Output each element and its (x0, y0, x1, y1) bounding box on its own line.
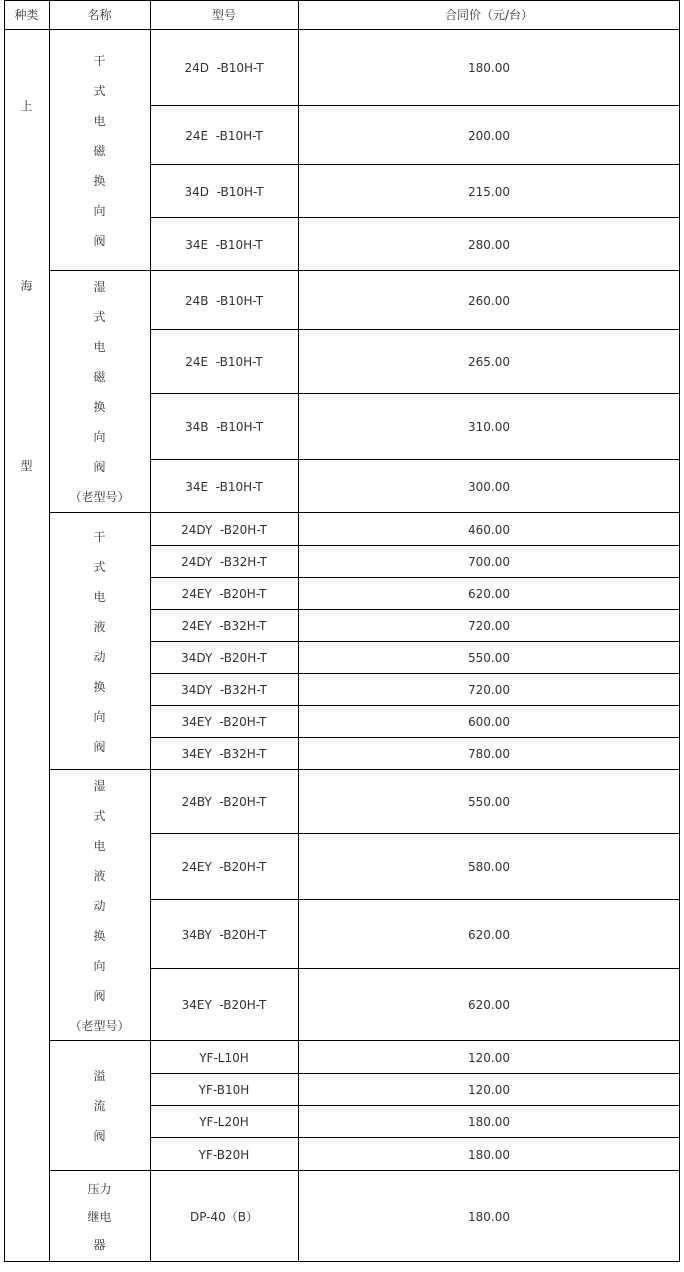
valve-name-char: 干 (93, 53, 106, 68)
price-cell: 180.00 (468, 1147, 510, 1162)
column-divider (49, 0, 50, 1262)
price-cell: 550.00 (468, 651, 510, 665)
valve-name-cell (49, 513, 150, 770)
valve-name-char: 流 (93, 1099, 106, 1113)
row-divider (150, 769, 680, 770)
table-top-border (4, 0, 680, 1)
column-divider (679, 0, 680, 1262)
model-cell: 24EY -B20H-T (181, 587, 267, 601)
valve-name-char: 电 (93, 589, 106, 604)
price-cell: 180.00 (468, 1209, 510, 1224)
header-model: 型号 (211, 8, 236, 22)
valve-name-char: 动 (93, 649, 106, 664)
valve-name-char: 干 (93, 529, 106, 544)
row-divider (150, 270, 680, 271)
column-divider (150, 0, 151, 1262)
valve-name-char: 阀 (93, 739, 106, 754)
model-cell: 34EY -B20H-T (181, 998, 267, 1012)
model-cell: YF-B10H (198, 1083, 250, 1097)
price-cell: 265.00 (468, 355, 510, 369)
valve-name-char: 磁 (93, 143, 106, 158)
valve-name-char: 湿 (93, 280, 106, 294)
price-cell: 300.00 (468, 479, 510, 494)
valve-name-char: 式 (93, 310, 106, 324)
valve-name-char: 向 (93, 430, 106, 444)
category-char: 上 (20, 99, 33, 113)
column-divider (298, 0, 299, 1262)
header-price: 合同价（元/台） (444, 8, 534, 22)
price-cell: 620.00 (468, 927, 510, 942)
valve-name-cell (49, 770, 150, 1041)
valve-name-cell (49, 1171, 150, 1262)
row-divider (150, 393, 680, 394)
price-cell: 120.00 (468, 1050, 510, 1065)
valve-name-char: 液 (93, 868, 106, 883)
header-bottom-border (4, 29, 680, 30)
model-cell: 24EY -B20H-T (181, 860, 267, 874)
model-cell: 24E -B10H-T (185, 355, 263, 369)
valve-name-char: 湿 (93, 778, 106, 793)
row-divider (150, 1170, 680, 1171)
row-divider (150, 737, 680, 738)
model-cell: YF-B20H (198, 1147, 250, 1162)
model-cell: 24D -B10H-T (184, 61, 264, 75)
valve-name-char: 向 (93, 709, 106, 724)
model-cell: 24DY -B20H-T (181, 522, 267, 537)
model-cell: 24BY -B20H-T (181, 795, 267, 809)
model-cell: 34E -B10H-T (185, 237, 263, 252)
valve-name-char: 电 (93, 113, 106, 128)
model-cell: 34D -B10H-T (184, 184, 264, 199)
model-cell: DP-40（B） (189, 1209, 259, 1224)
price-cell: 550.00 (468, 795, 510, 809)
row-divider (150, 1105, 680, 1106)
undefined (69, 272, 129, 512)
row-divider (150, 577, 680, 578)
valve-name-char: 阀 (93, 1129, 106, 1143)
row-divider (150, 545, 680, 546)
price-cell: 720.00 (468, 683, 510, 697)
model-cell: YF-L20H (199, 1115, 249, 1129)
model-cell: 34DY -B20H-T (181, 651, 267, 665)
row-divider (150, 459, 680, 460)
row-divider (150, 609, 680, 610)
valve-name-char: 换 (93, 400, 106, 414)
undefined (93, 1061, 105, 1151)
model-cell: 24E -B10H-T (185, 128, 263, 143)
row-divider (150, 968, 680, 969)
valve-name-char: （老型号） (69, 1018, 130, 1033)
model-cell: 34DY -B32H-T (181, 683, 267, 697)
row-divider (150, 705, 680, 706)
row-divider (150, 833, 680, 834)
row-divider (150, 105, 680, 106)
model-cell: 24B -B10H-T (184, 293, 264, 308)
price-cell: 215.00 (468, 184, 510, 199)
column-divider (4, 0, 5, 1262)
price-cell: 180.00 (468, 1115, 510, 1129)
undefined (69, 771, 129, 1041)
model-cell: YF-L10H (199, 1050, 249, 1065)
price-cell: 720.00 (468, 619, 510, 633)
model-cell: 34EY -B20H-T (181, 715, 267, 729)
price-cell: 580.00 (468, 860, 510, 874)
row-divider (150, 899, 680, 900)
row-divider (150, 1040, 680, 1041)
price-cell: 700.00 (468, 555, 510, 569)
valve-name-char: 溢 (93, 1069, 106, 1083)
table-bottom-border (4, 1261, 680, 1262)
price-cell: 620.00 (468, 998, 510, 1012)
valve-name-char: 继电 (87, 1209, 112, 1224)
valve-name-char: 压力 (87, 1181, 112, 1196)
header-name: 名称 (87, 8, 112, 22)
undefined (93, 522, 105, 762)
valve-name-char: 式 (93, 559, 106, 574)
category-char: 型 (20, 459, 33, 473)
price-cell: 180.00 (468, 61, 510, 75)
price-cell: 600.00 (468, 715, 510, 729)
valve-name-char: 换 (93, 679, 106, 694)
valve-name-char: 向 (93, 958, 106, 973)
row-divider (150, 217, 680, 218)
valve-name-cell (49, 30, 150, 271)
row-divider (150, 673, 680, 674)
price-cell: 780.00 (468, 747, 510, 761)
valve-name-char: 换 (93, 173, 106, 188)
model-cell: 34B -B10H-T (184, 420, 264, 434)
valve-name-char: 磁 (93, 370, 106, 384)
category-cell (4, 30, 49, 1262)
valve-name-char: 阀 (93, 460, 106, 474)
valve-name-char: （老型号） (69, 490, 130, 504)
model-cell: 24DY -B32H-T (181, 555, 267, 569)
row-divider (150, 512, 680, 513)
valve-name-char: 动 (93, 898, 106, 913)
row-divider (150, 641, 680, 642)
category-char: 海 (20, 279, 33, 293)
model-cell: 34BY -B20H-T (181, 927, 267, 942)
header-category: 种类 (14, 8, 39, 22)
price-cell: 310.00 (468, 420, 510, 434)
price-cell: 460.00 (468, 522, 510, 537)
valve-name-char: 电 (93, 838, 106, 853)
undefined (93, 46, 105, 256)
row-divider (150, 1137, 680, 1138)
price-cell: 280.00 (468, 237, 510, 252)
model-cell: 24EY -B32H-T (181, 619, 267, 633)
undefined (87, 1175, 111, 1259)
price-cell: 260.00 (468, 293, 510, 308)
price-cell: 200.00 (468, 128, 510, 143)
model-cell: 34E -B10H-T (185, 479, 263, 494)
valve-name-char: 液 (93, 619, 106, 634)
valve-name-char: 向 (93, 203, 106, 218)
row-divider (150, 164, 680, 165)
model-cell: 34EY -B32H-T (181, 747, 267, 761)
valve-name-char: 式 (93, 808, 106, 823)
row-divider (150, 329, 680, 330)
valve-name-char: 阀 (93, 988, 106, 1003)
valve-name-char: 阀 (93, 233, 106, 248)
price-cell: 120.00 (468, 1083, 510, 1097)
valve-name-char: 电 (93, 340, 106, 354)
row-divider (150, 1073, 680, 1074)
valve-name-char: 换 (93, 928, 106, 943)
valve-name-char: 器 (93, 1237, 106, 1252)
price-cell: 620.00 (468, 587, 510, 601)
valve-name-char: 式 (93, 83, 106, 98)
valve-name-cell (49, 1041, 150, 1171)
valve-name-cell (49, 271, 150, 513)
